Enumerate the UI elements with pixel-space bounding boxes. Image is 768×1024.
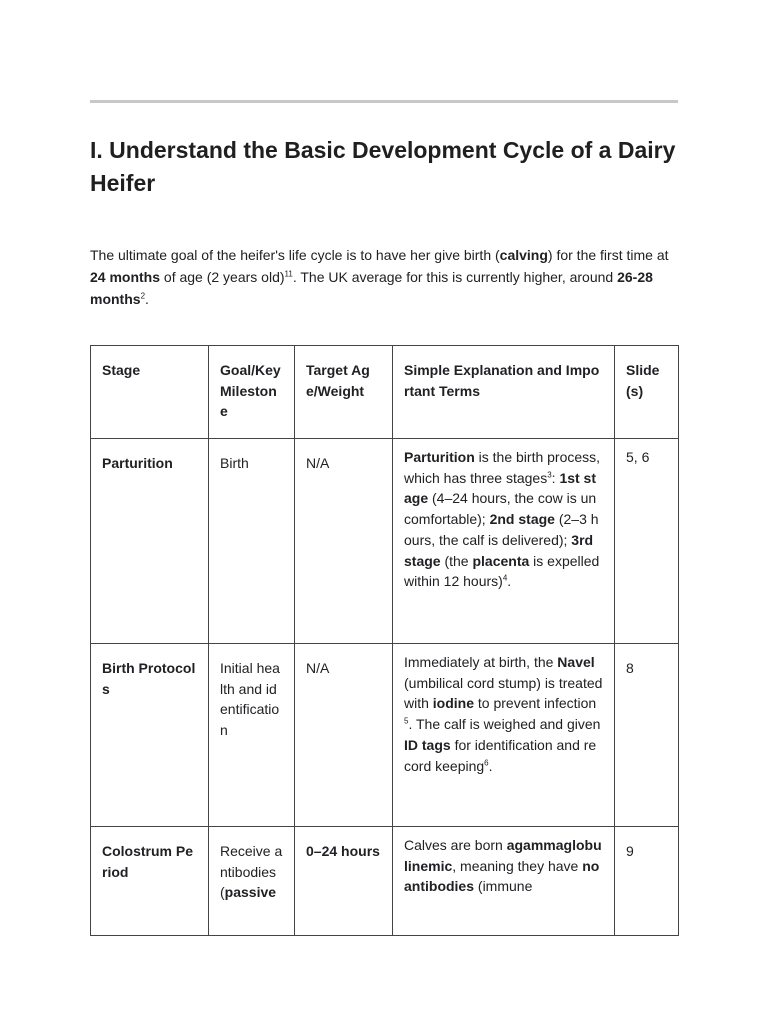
cell-explanation: Calves are born agammaglobulinemic, meaning they have no antibodies (immune [393,827,615,936]
footnote-ref: 4 [502,573,508,583]
header-goal: Goal/Key Milestone [209,346,295,439]
cell-goal: Receive antibodies (passive [209,827,295,936]
cell-stage: Parturition [91,439,209,644]
cell-slides: 8 [615,644,679,827]
cell-target: 0–24 hours [295,827,393,936]
footnote-ref: 6 [484,757,489,767]
footnote-ref: 11 [284,269,293,279]
footnote-ref: 3 [547,470,552,480]
cell-slides: 5, 6 [615,439,679,644]
cell-target: N/A [295,439,393,644]
table-row [91,827,679,936]
cell-stage: Colostrum Period [91,827,209,936]
cell-goal: Birth [209,439,295,644]
header-stage: Stage [91,346,209,439]
development-cycle-table [90,345,679,936]
cell-stage: Birth Protocols [91,644,209,827]
cell-target: N/A [295,644,393,827]
footnote-ref: 2 [140,291,146,301]
cell-explanation: Immediately at birth, the Navel (umbilical cord stump) is treated with iodine to prevent infection$^5$. The calf is weighed and given ID tags for identification and record keeping$^6$. [393,644,615,827]
table-header-row [91,346,679,439]
horizontal-rule [90,100,678,103]
cell-slides: 9 [615,827,679,936]
cell-explanation: Parturition is the birth process, which has three stages$^3$: 1st stage (4–24 hours, the cow is uncomfortable); 2nd stage (2–3 hours, the calf is delivered); 3rd stage (the placenta is expelled within 12 hours)$^4$. [393,439,615,644]
header-slides: Slide(s) [615,346,679,439]
intro-paragraph: The ultimate goal of the heifer's life cycle is to have her give birth (calving) for the first time at 24 months of age (2 years old)$^{11}$. The UK average for this is currently higher, around 26-28 months$^2$. [90,247,669,307]
table-row [91,644,679,827]
header-target: Target Age/Weight [295,346,393,439]
cell-goal: Initial health and identification [209,644,295,827]
section-heading: I. Understand the Basic Development Cycle of a Dairy Heifer [90,137,676,196]
header-explanation: Simple Explanation and Important Terms [393,346,615,439]
table-row [91,439,679,644]
footnote-ref: 5 [404,716,409,726]
